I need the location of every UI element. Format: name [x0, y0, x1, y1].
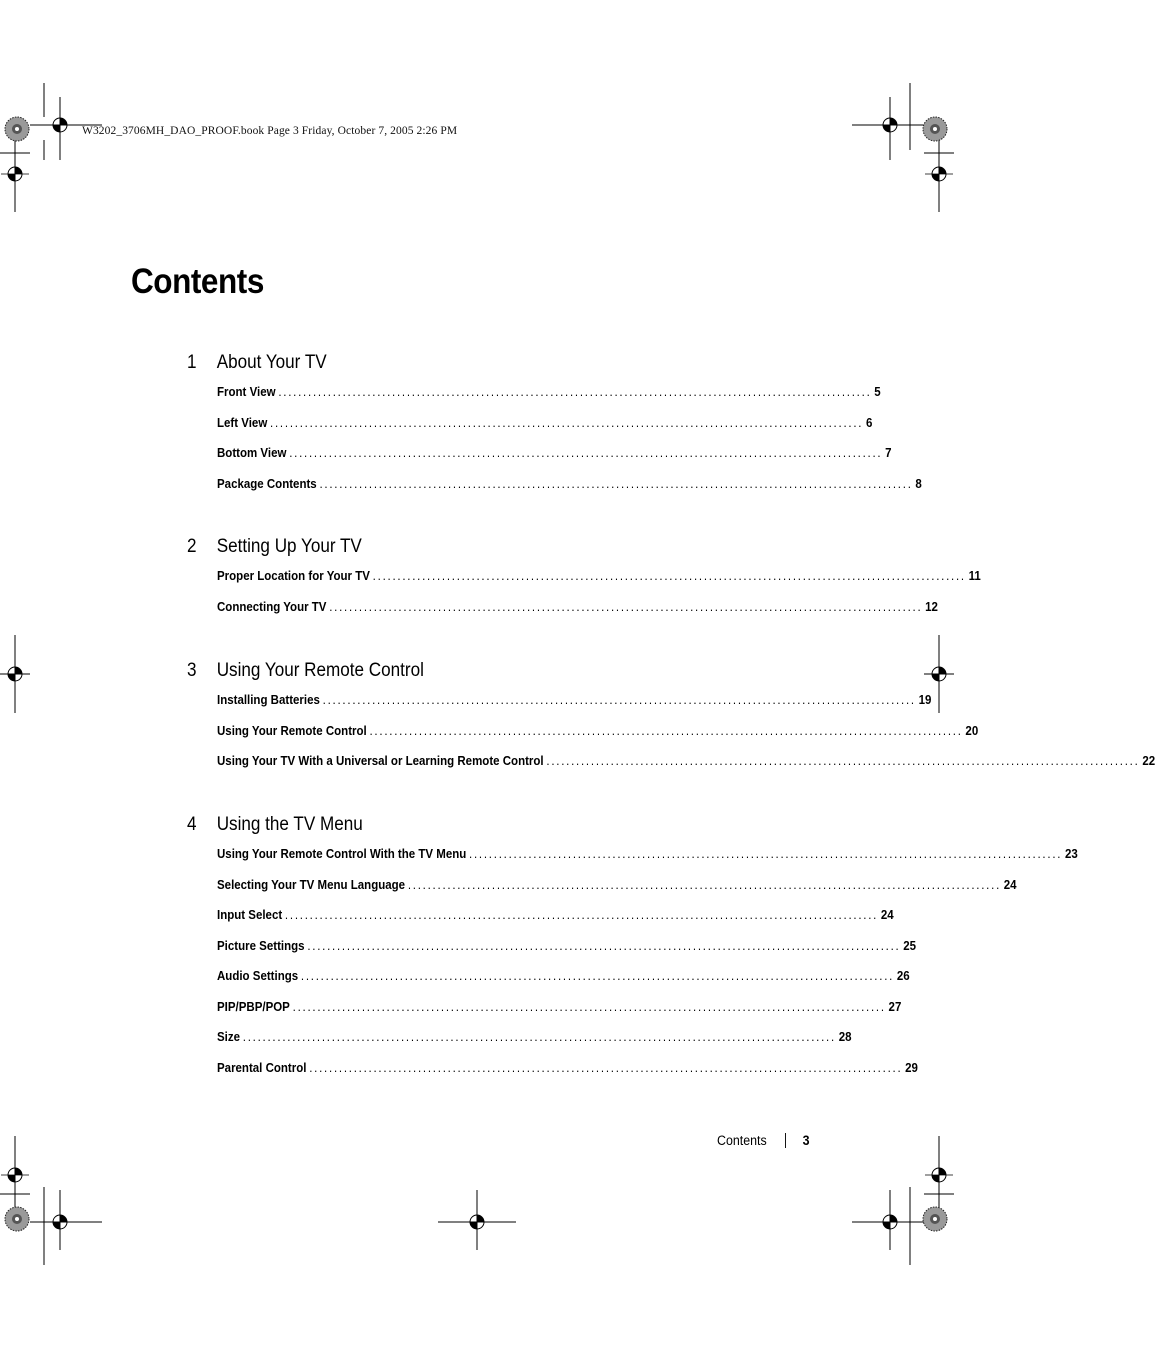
toc-entry[interactable]: [217, 877, 1017, 909]
leader-dots: ........................................................................................................................: [278, 385, 872, 399]
toc-entry[interactable]: [217, 599, 938, 631]
registration-star-icon: [923, 1207, 947, 1231]
toc-entry-list: [217, 385, 922, 507]
registration-star-icon: [923, 117, 947, 141]
toc-entry-page: 8: [915, 476, 922, 491]
toc-entry-page: 22: [1142, 754, 1155, 768]
toc-entry-page: 20: [965, 723, 979, 738]
crop-mark-bottom-right: [852, 1136, 954, 1265]
chapter-title: Using Your Remote Control: [216, 660, 424, 681]
leader-dots: ........................................................................................................................: [284, 908, 879, 922]
leader-dots: ........................................................................................................................: [307, 938, 901, 953]
toc-entry-label: Using Your Remote Control: [217, 723, 367, 738]
toc-entry-label: Parental Control: [217, 1060, 307, 1075]
chapter-heading[interactable]: [187, 659, 691, 683]
toc-entry-label: Bottom View: [217, 446, 287, 460]
page-title: Contents: [131, 262, 264, 301]
chapter-title: About Your TV: [216, 352, 327, 373]
toc-entry-page: 25: [903, 938, 917, 953]
toc-entry-label: Selecting Your TV Menu Language: [217, 877, 406, 892]
toc-entry-list: [217, 569, 981, 630]
toc-entry[interactable]: [217, 969, 910, 1000]
toc-entry-label: Front View: [217, 385, 276, 399]
toc-entry-list: [217, 847, 1078, 1091]
footer-page-number: 3: [802, 1133, 810, 1148]
toc-entry[interactable]: [217, 723, 979, 755]
toc-entry-label: Installing Batteries: [217, 693, 320, 707]
chapter-2: [187, 535, 981, 614]
toc-entry-label: Using Your Remote Control With the TV Menu: [217, 847, 467, 861]
chapter-number: 4: [187, 814, 197, 835]
footer-section-label: Contents: [717, 1133, 767, 1148]
crop-mark-top-right: [852, 83, 954, 212]
toc-entry[interactable]: [217, 446, 892, 477]
toc-entry[interactable]: [217, 476, 922, 508]
toc-entry-label: Connecting Your TV: [217, 599, 327, 614]
toc-entry[interactable]: [217, 754, 1155, 785]
toc-entry[interactable]: [217, 1030, 852, 1061]
leader-dots: ........................................................................................................................: [369, 723, 963, 738]
toc-entry-label: PIP/PBP/POP: [217, 999, 290, 1014]
leader-dots: ........................................................................................................................: [309, 1060, 903, 1075]
leader-dots: ........................................................................................................................: [270, 415, 864, 430]
toc-entry-label: Using Your TV With a Universal or Learning Remote Control: [217, 754, 544, 768]
footer-divider: [785, 1133, 786, 1148]
leader-dots: ........................................................................................................................: [242, 1030, 836, 1044]
chapter-title: Setting Up Your TV: [216, 536, 362, 557]
leader-dots: ........................................................................................................................: [289, 446, 883, 460]
chapter-number: 3: [187, 660, 197, 681]
print-slug-line: W3202_3706MH_DAO_PROOF.book Page 3 Friday, October 7, 2005 2:26 PM: [82, 125, 458, 137]
leader-dots: ........................................................................................................................: [546, 754, 1140, 768]
toc-entry-page: 26: [896, 969, 910, 983]
toc-entry-page: 24: [880, 908, 894, 922]
leader-dots: ........................................................................................................................: [469, 847, 1063, 861]
leader-dots: ........................................................................................................................: [322, 693, 916, 707]
toc-entry-label: Package Contents: [217, 476, 317, 491]
toc-entry-label: Proper Location for Your TV: [217, 569, 370, 583]
leader-dots: ........................................................................................................................: [372, 569, 966, 583]
toc-entry-label: Size: [217, 1030, 241, 1044]
chapter-4: [187, 813, 1078, 1075]
toc-entry-page: 6: [865, 415, 873, 430]
toc-entry[interactable]: [217, 908, 894, 939]
crop-mark-bottom-center: [438, 1190, 516, 1250]
crop-mark-bottom-left: [0, 1136, 102, 1265]
leader-dots: ........................................................................................................................: [292, 999, 886, 1014]
toc-entry[interactable]: [217, 415, 873, 447]
toc-entry[interactable]: [217, 938, 917, 970]
registration-star-icon: [5, 117, 29, 141]
chapter-number: 2: [187, 536, 197, 557]
chapter-heading[interactable]: [187, 535, 691, 559]
toc-entry-label: Left View: [217, 415, 268, 430]
toc-entry-page: 24: [1003, 877, 1017, 892]
toc-entry-label: Input Select: [217, 908, 283, 922]
toc-entry-page: 12: [925, 599, 938, 614]
toc-entry[interactable]: [217, 1060, 918, 1092]
page-footer: [717, 1133, 810, 1148]
toc-entry-page: 23: [1064, 847, 1078, 861]
toc-entry-page: 27: [888, 999, 902, 1014]
leader-dots: ........................................................................................................................: [300, 969, 895, 983]
chapter-1: [187, 351, 922, 491]
leader-dots: ........................................................................................................................: [329, 599, 923, 614]
toc-entry-label: Audio Settings: [217, 969, 299, 983]
toc-entry-list: [217, 693, 1155, 785]
toc-entry-page: 11: [968, 569, 981, 583]
toc-entry[interactable]: [217, 693, 932, 724]
chapter-title: Using the TV Menu: [216, 814, 363, 835]
leader-dots: ........................................................................................................................: [319, 476, 913, 491]
registration-star-icon: [5, 1207, 29, 1231]
toc-entry[interactable]: [217, 847, 1078, 878]
toc-entry[interactable]: [217, 569, 981, 600]
toc-entry-page: 19: [918, 693, 932, 707]
toc-entry-page: 29: [905, 1060, 918, 1075]
toc-entry-page: 28: [838, 1030, 852, 1044]
toc-entry-page: 5: [874, 385, 881, 399]
chapter-number: 1: [187, 352, 197, 373]
crop-mark-top-left: [0, 83, 102, 212]
chapter-heading[interactable]: [187, 351, 691, 375]
leader-dots: ........................................................................................................................: [407, 877, 1002, 892]
toc-entry[interactable]: [217, 999, 902, 1031]
chapter-heading[interactable]: [187, 813, 691, 837]
toc-entry[interactable]: [217, 385, 881, 416]
chapter-3: [187, 659, 1155, 768]
toc-entry-label: Picture Settings: [217, 938, 305, 953]
toc-entry-page: 7: [885, 446, 892, 460]
